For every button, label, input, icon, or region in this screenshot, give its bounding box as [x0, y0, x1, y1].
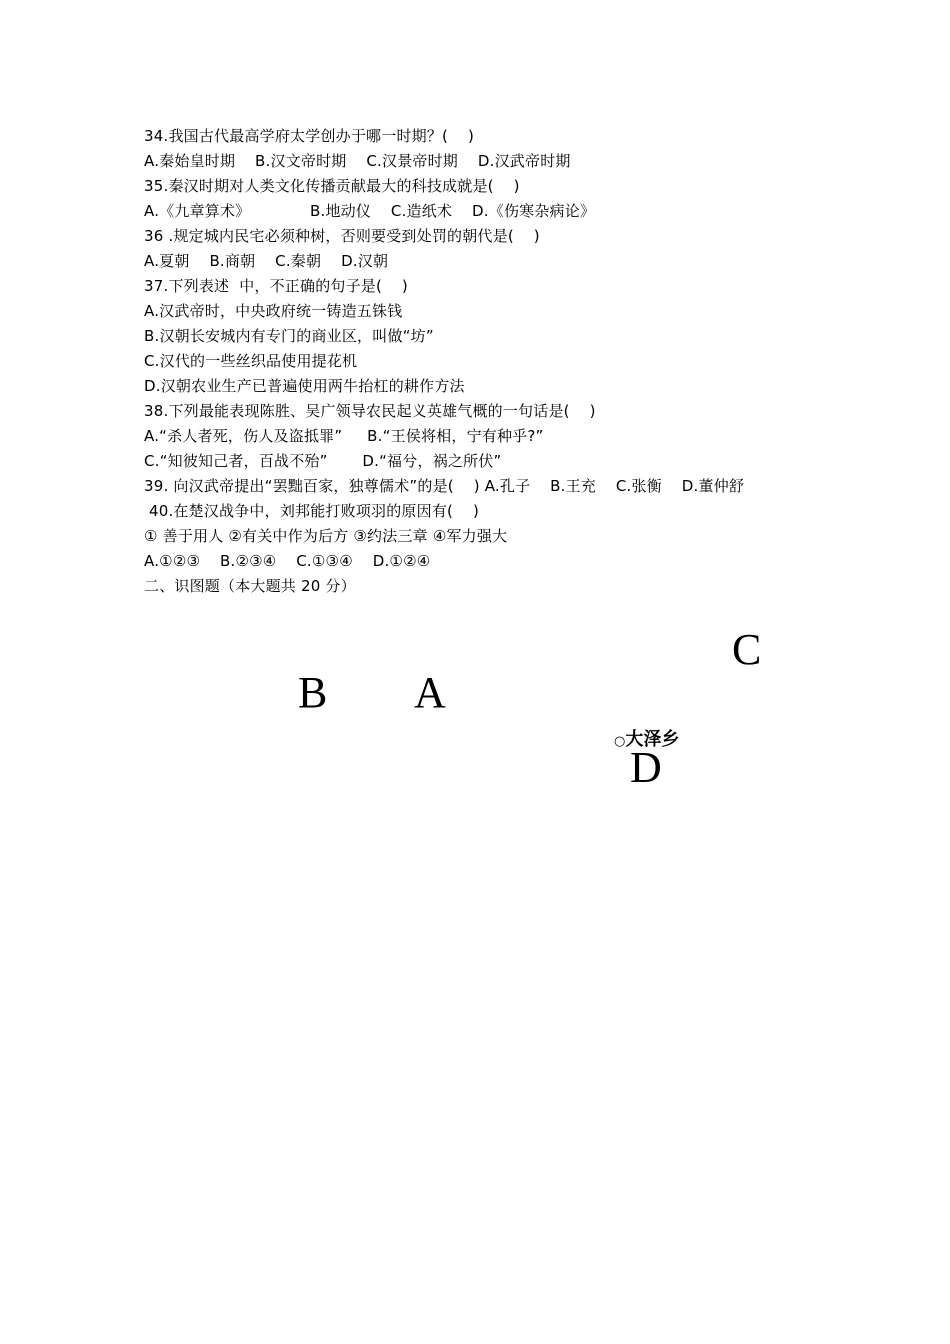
map-label-b: B [298, 668, 328, 717]
question-37-option-b: B.汉朝长安城内有专门的商业区，叫做“坊” [144, 327, 434, 345]
question-35-options: A.《九章算术》 B.地动仪 C.造纸术 D.《伤寒杂病论》 [144, 202, 596, 220]
place-name: 大泽乡 [625, 729, 680, 750]
question-37: 37.下列表述 中，不正确的句子是( ) [144, 277, 408, 295]
question-39: 39. 向汉武帝提出“罢黜百家，独尊儒术”的是( ) A.孔子 B.王充 C.张衡 D.董仲舒 [144, 477, 745, 495]
question-34-options: A.秦始皇时期 B.汉文帝时期 C.汉景帝时期 D.汉武帝时期 [144, 152, 571, 170]
map-label-d: D [630, 743, 662, 792]
question-35: 35.秦汉时期对人类文化传播贡献最大的科技成就是( ) [144, 177, 520, 195]
question-38-options-ab: A.“杀人者死，伤人及盗抵罪” B.“王侯将相，宁有种乎?” [144, 427, 544, 445]
question-40: 40.在楚汉战争中，刘邦能打败项羽的原因有( ) [144, 502, 480, 520]
map-label-c: C [732, 625, 762, 674]
question-34: 34.我国古代最高学府太学创办于哪一时期？( ) [144, 127, 475, 145]
question-36: 36 .规定城内民宅必须种树，否则要受到处罚的朝代是( ) [144, 227, 540, 245]
map-label-a: A [414, 668, 446, 717]
question-40-options: A.①②③ B.②③④ C.①③④ D.①②④ [144, 552, 431, 570]
question-40-items: ① 善于用人 ②有关中作为后方 ③约法三章 ④军力强大 [144, 527, 508, 545]
question-38-options-cd: C.“知彼知己者，百战不殆” D.“福兮，祸之所伏” [144, 452, 502, 470]
section-2-heading: 二、识图题（本大题共 20 分） [144, 577, 356, 595]
question-38: 38.下列最能表现陈胜、吴广领导农民起义英雄气概的一句话是( ) [144, 402, 596, 420]
question-37-option-a: A.汉武帝时，中央政府统一铸造五铢钱 [144, 302, 403, 320]
place-dot-icon: ○ [614, 734, 626, 749]
question-37-option-d: D.汉朝农业生产已普遍使用两牛抬杠的耕作方法 [144, 377, 465, 395]
question-37-option-c: C.汉代的一些丝织品使用提花机 [144, 352, 358, 370]
question-36-options: A.夏朝 B.商朝 C.秦朝 D.汉朝 [144, 252, 389, 270]
